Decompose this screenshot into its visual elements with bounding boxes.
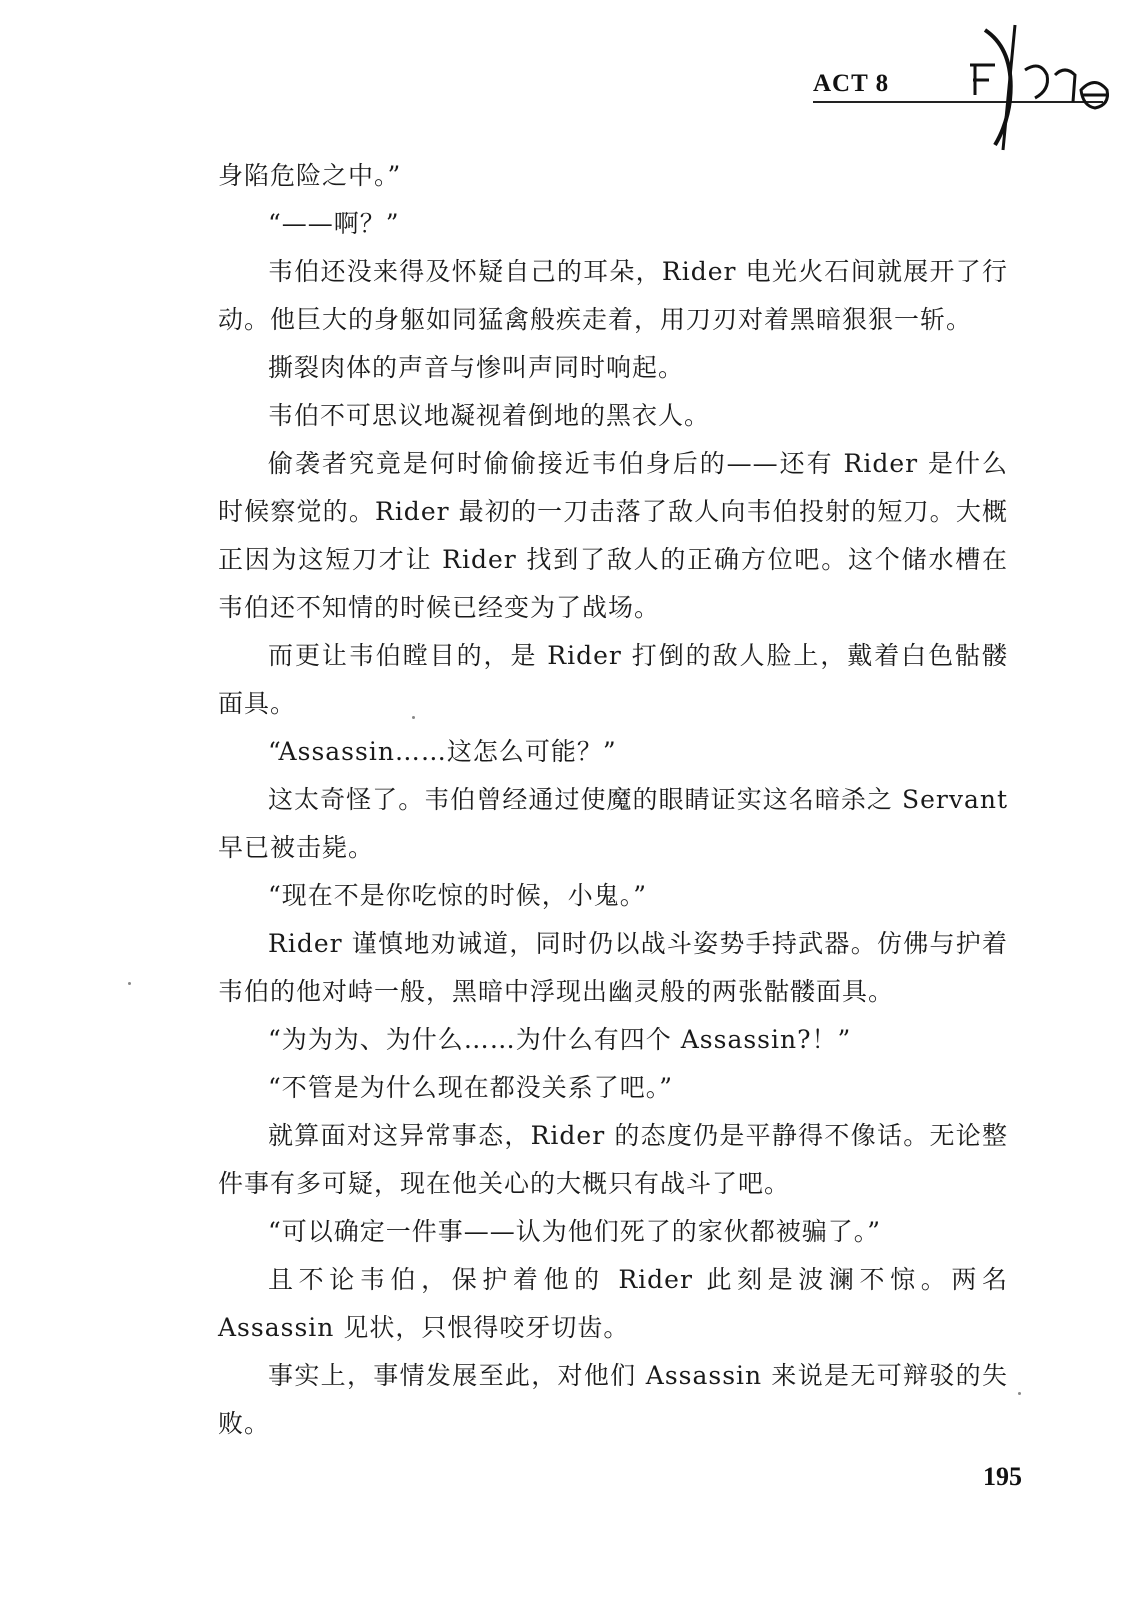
paragraph: “可以确定一件事——认为他们死了的家伙都被骗了。”: [268, 1217, 882, 1246]
paragraph: 而更让韦伯瞠目的，是 Rider 打倒的敌人脸上，戴着白色骷髅面具。: [218, 641, 1008, 718]
paragraph: “现在不是你吃惊的时候，小鬼。”: [268, 881, 648, 910]
paragraph: “Assassin……这怎么可能？”: [268, 737, 617, 766]
paragraph: “——啊？”: [268, 209, 400, 238]
paragraph: 韦伯还没来得及怀疑自己的耳朵，Rider 电光火石间就展开了行动。他巨大的身躯如同猛禽般疾走着，用刀刃对着黑暗狠狠一斩。: [218, 257, 1008, 334]
page-header: [0, 0, 1136, 160]
paragraph: 身陷危险之中。”: [218, 161, 402, 190]
paragraph: 撕裂肉体的声音与惨叫声同时响起。: [268, 353, 685, 382]
paragraph: 且不论韦伯，保护着他的 Rider 此刻是波澜不惊。两名Assassin 见状，只恨得咬牙切齿。: [218, 1265, 1008, 1342]
paragraph: “为为为、为什么……为什么有四个 Assassin?！”: [268, 1025, 852, 1054]
fate-zero-logo: [955, 20, 1115, 155]
paragraph: 偷袭者究竟是何时偷偷接近韦伯身后的——还有 Rider 是什么时候察觉的。Rider 最初的一刀击落了敌人向韦伯投射的短刀。大概正因为这短刀才让 Rider 找到了敌人的正确方位吧。这个储水槽在韦伯还不知情的时候已经变为了战场。: [218, 449, 1008, 622]
scan-speck: [412, 716, 415, 719]
paragraph: 事实上，事情发展至此，对他们 Assassin 来说是无可辩驳的失败。: [218, 1361, 1008, 1438]
paragraph: Rider 谨慎地劝诫道，同时仍以战斗姿势手持武器。仿佛与护着韦伯的他对峙一般，黑暗中浮现出幽灵般的两张骷髅面具。: [218, 929, 1008, 1006]
scan-speck: [1018, 1392, 1021, 1395]
act-label: ACT 8: [813, 70, 890, 97]
paragraph: “不管是为什么现在都没关系了吧。”: [268, 1073, 674, 1102]
scan-speck: [128, 982, 131, 985]
paragraph: 这太奇怪了。韦伯曾经通过使魔的眼睛证实这名暗杀之 Servant 早已被击毙。: [218, 785, 1008, 862]
body-text: [218, 152, 1008, 1448]
page-number: 195: [983, 1462, 1022, 1491]
paragraph: 就算面对这异常事态，Rider 的态度仍是平静得不像话。无论整件事有多可疑，现在他关心的大概只有战斗了吧。: [218, 1121, 1008, 1198]
paragraph: 韦伯不可思议地凝视着倒地的黑衣人。: [268, 401, 711, 430]
